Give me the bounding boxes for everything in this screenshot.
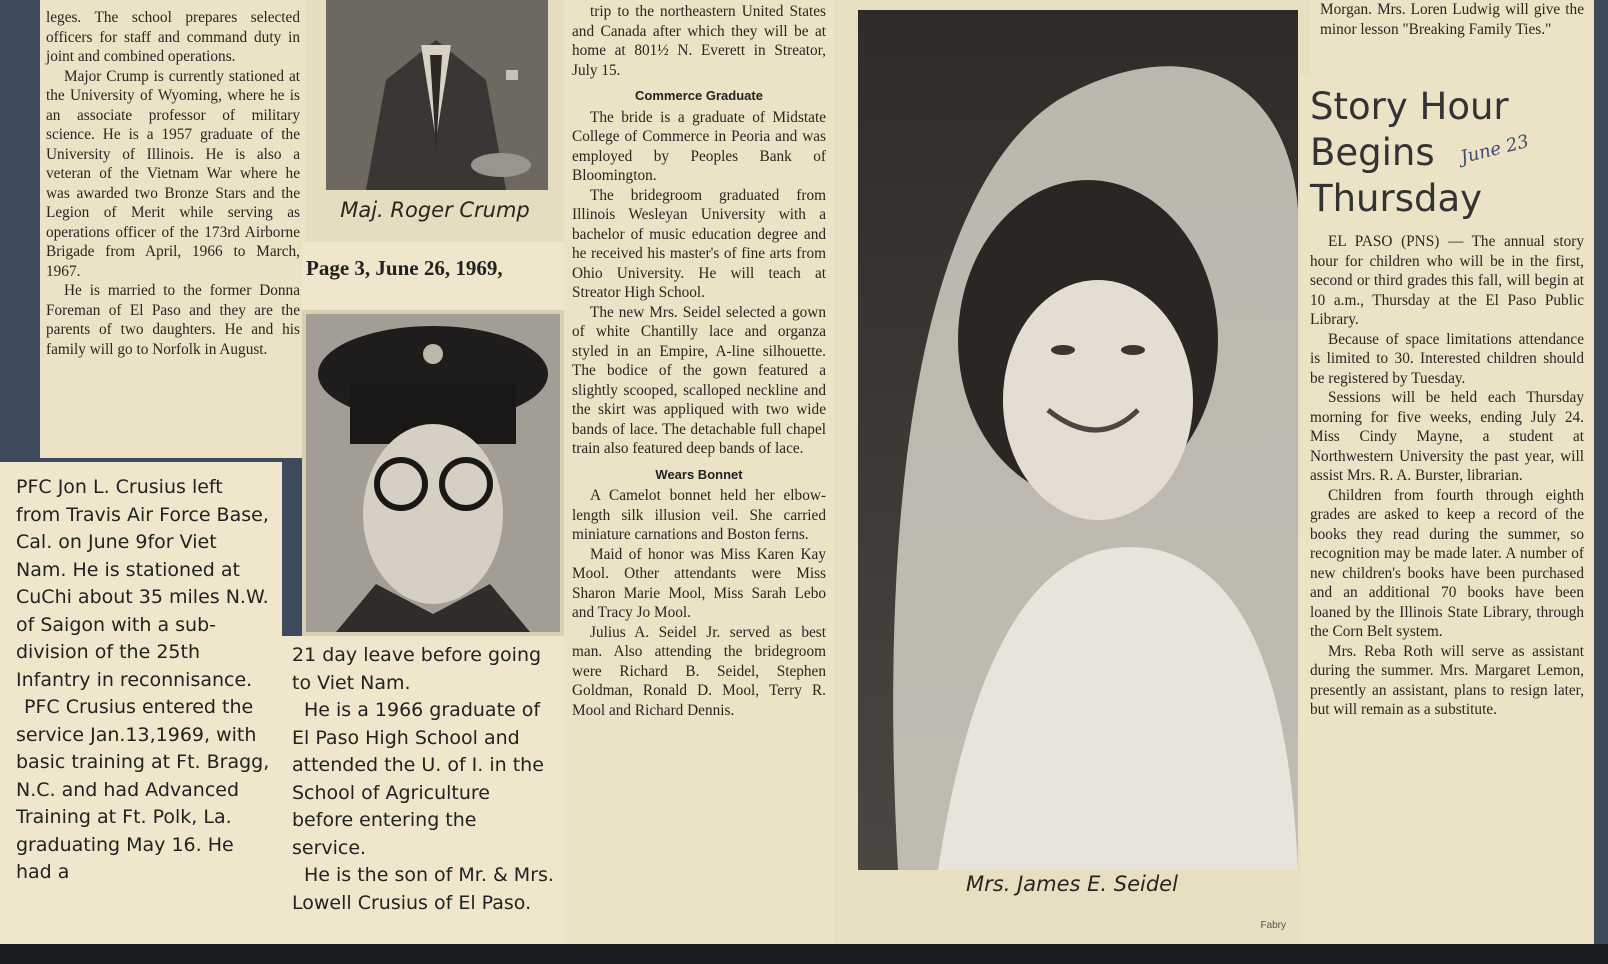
crump-para-3: He is married to the former Donna Foreman of El Paso and they are the parents of two daughters. He and his family will go to Norfolk in August. [46, 282, 300, 358]
scanner-bottom-edge [0, 944, 1608, 964]
bride-portrait-photo [858, 10, 1298, 870]
crusius-typed-clipping [0, 462, 282, 944]
continuation-para-2: He is a 1966 graduate of El Paso High School and attended the U. of I. in the School of Agriculture before entering the service. [292, 699, 544, 859]
wedding-top: trip to the northeastern United States and Canada after which they will be at home at 801½ N. Everett in Streator, July 15. [572, 3, 826, 79]
bride-caption: Mrs. James E. Seidel [966, 872, 1178, 896]
crusius-portrait-illustration [306, 314, 560, 632]
continuation-para-1: 21 day leave before going to Viet Nam. [292, 644, 542, 694]
headline-line-3: Thursday [1310, 177, 1483, 220]
headline-line-1: Story Hour [1310, 85, 1509, 128]
crusius-portrait-photo [306, 314, 560, 632]
story-para-4: Children from fourth through eighth grades are asked to keep a record of the books they read during the summer, so recognition may be made later. A number of new children's books have been purchased and an additional 70 books have been loaned by the Illinois State Library, through the Corn Belt system. [1310, 486, 1584, 640]
continuation-para-3: He is the son of Mr. & Mrs. Lowell Crusius of El Paso. [292, 864, 554, 914]
lesson-strip-clipping [1310, 0, 1594, 76]
wedding-body1-para1: The bride is a graduate of Midstate College of Commerce in Peoria and was employed by Peoples Bank of Bloomington. [572, 108, 826, 184]
crump-photo-clipping [306, 0, 564, 242]
crump-para-2: Major Crump is currently stationed at the University of Wyoming, where he is an associate professor of military science. He is a 1957 graduate of the University of Illinois. He is also a veteran of the Vietnam War where he was awarded two Bronze Stars and the Legion of Merit while serving as operations officer of the 173rd Airborne Brigade from April, 1966 to March, 1967. [46, 67, 300, 280]
crusius-para-1: PFC Jon L. Crusius left from Travis Air Force Base, Cal. on June 9for Viet Nam. He is stationed at CuChi about 35 miles N.W. of Saigon with a sub-division of the 25th Infantry in reconnisance. [16, 476, 269, 691]
wedding-body2-para2: Maid of honor was Miss Karen Kay Mool. Other attendants were Miss Sharon Marie Mool, Miss Sarah Lebo and Tracy Jo Mool. [572, 545, 826, 621]
story-para-3: Sessions will be held each Thursday morning for five weeks, ending July 24. Miss Cindy Mayne, a student at Northwestern University the past year, will assist Mrs. R. A. Burster, librarian. [1310, 389, 1584, 484]
story-hour-headline [1310, 84, 1584, 222]
crusius-continuation-clipping [282, 636, 564, 944]
subhead-wears-bonnet: Wears Bonnet [655, 466, 743, 482]
crump-caption: Maj. Roger Crump [340, 198, 530, 222]
story-para-5: Mrs. Reba Roth will serve as assistant during the summer. Mrs. Margaret Lemon, presently an assistant, plans to resign later, but will remain as a substitute. [1310, 642, 1584, 718]
crusius-photo-clipping [302, 310, 564, 636]
crusius-para-2: PFC Crusius entered the service Jan.13,1969, with basic training at Ft. Bragg, N.C. and had Advanced Training at Ft. Polk, La. graduating May 16. He had a [16, 696, 270, 883]
story-para-1: EL PASO (PNS) — The annual story hour for children who will be in the first, second or third grades this fall, will begin at 10 a.m., Thursday at the El Paso Public Library. [1310, 233, 1584, 328]
handwritten-date: June 23 [1458, 130, 1532, 169]
bride-photo-clipping [834, 0, 1310, 944]
wedding-body1-para2: The bridegroom graduated from Illinois Wesleyan University with a bachelor of music education degree and he received his master's of fine arts from Ohio University. He will teach at Streator High School. [572, 186, 826, 301]
wedding-body1-para3: The new Mrs. Seidel selected a gown of white Chantilly lace and organza styled in an Empire, A-line silhouette. The bodice of the gown featured a slightly scooped, scalloped neckline and the skirt was appliqued with two wide bands of lace. The detachable full chapel train also featured deep bands of lace. [572, 303, 826, 457]
wedding-body2-para3: Julius A. Seidel Jr. served as best man. Also attending the bridegroom were Richard B. Seidel, Stephen Goldman, Ronald D. Mool, Terry R. Mool and Richard Dennis. [572, 623, 826, 719]
photo-credit: Fabry [1260, 920, 1286, 931]
story-hour-clipping [1300, 76, 1594, 944]
date-line: Page 3, June 26, 1969, [306, 256, 503, 280]
wedding-article-clipping [564, 0, 834, 944]
date-strip [302, 242, 564, 310]
headline-line-2: Begins [1310, 131, 1435, 174]
crump-article-clipping [40, 0, 306, 458]
wedding-body2-para1: A Camelot bonnet held her elbow-length silk illusion veil. She carried miniature carnations and Boston ferns. [572, 487, 826, 543]
crump-para-1: leges. The school prepares selected officers for staff and command duty in joint and combined operations. [46, 9, 300, 65]
story-para-2: Because of space limitations attendance is limited to 30. Interested children should be registered by Tuesday. [1310, 330, 1584, 387]
crump-portrait-photo [326, 0, 548, 190]
subhead-commerce-graduate: Commerce Graduate [635, 88, 763, 103]
lesson-strip-text: Morgan. Mrs. Loren Ludwig will give the minor lesson "Breaking Family Ties." [1320, 1, 1584, 38]
crump-portrait-illustration [326, 0, 548, 190]
bride-portrait-illustration [858, 10, 1298, 870]
